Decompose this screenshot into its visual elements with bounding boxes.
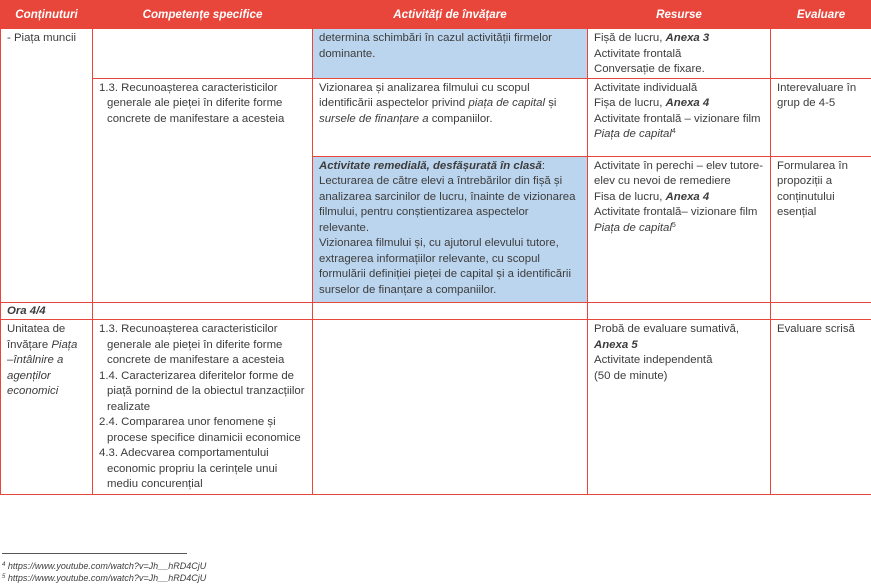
- competence-item: 1.4. Caracterizarea diferitelor forme de piață pornind de la obiectul tranzacțiilor realizate: [99, 369, 305, 413]
- resource-line: (50 de minute): [594, 369, 668, 382]
- content-cell: [1, 29, 93, 303]
- remedial-paragraph: Lecturarea de către elevi a întrebărilor din fișă și analizarea sarcinilor de lucru, înainte de vizionarea filmului, pentru conștientizarea aspectelor relevante.: [319, 175, 576, 234]
- table-row: [1, 29, 871, 79]
- footnote: [2, 560, 206, 572]
- resource-line: Activitate frontală– vizionare film Piața de capital$^5$: [594, 206, 758, 234]
- evaluation-text: Interevaluare în grup de 4-5: [777, 81, 857, 109]
- competence-text: 1.3. Recunoașterea caracteristicilor generale ale pieței în diferite forme concrete de manifestare a acesteia: [99, 81, 285, 125]
- table-row: [1, 302, 871, 320]
- table-header-row: [1, 1, 871, 29]
- resource-line: Conversație de fixare.: [594, 63, 705, 75]
- hour-cell: [1, 302, 93, 320]
- header-resurse: Resurse: [588, 1, 771, 29]
- footnote-link[interactable]: https://www.youtube.com/watch?v=Jh__hRD4CjU: [7, 573, 207, 583]
- remedial-title: Activitate remedială, desfășurată în clasă:: [319, 159, 546, 172]
- remedial-paragraph: Vizionarea filmului și, cu ajutorul elevului tutore, extragerea informațiilor relevante, cu scopul formulării definiției pieței de capital și a identificării surselor de finanțare a companiilor.: [319, 237, 571, 296]
- competence-cell: [93, 320, 313, 495]
- footnote-ref[interactable]: 4: [671, 128, 676, 135]
- resource-line: Activitate frontală: [594, 47, 682, 60]
- resource-line: Fișa de lucru, Anexa 4: [594, 97, 710, 109]
- footnote-link[interactable]: https://www.youtube.com/watch?v=Jh__hRD4CjU: [7, 561, 207, 571]
- empty-cell: [313, 302, 588, 320]
- competence-item: 4.3. Adecvarea comportamentului economic propriu la cerințele unui mediu concurențial: [99, 447, 278, 490]
- resources-cell: [588, 320, 771, 495]
- resource-line: Activitate independentă: [594, 354, 713, 366]
- activity-cell: [313, 320, 588, 495]
- resource-line: Activitate individuală: [594, 81, 698, 94]
- evaluation-cell: [771, 78, 871, 156]
- competence-item: 1.3. Recunoașterea caracteristicilor generale ale pieței în diferite forme concrete de manifestare a acesteia: [99, 323, 285, 366]
- header-continuturi: Conținuturi: [1, 1, 93, 29]
- annex-label: Anexa 3: [665, 32, 710, 44]
- resources-cell: [588, 78, 771, 156]
- header-competente: Competențe specifice: [93, 1, 313, 29]
- footnote-mark: 4: [2, 562, 6, 568]
- empty-cell: [588, 302, 771, 320]
- activity-cell: Vizionarea și analizarea filmului cu scopul identificării aspectelor privind piața de capital și sursele de finanțare a companiilor.: [313, 78, 588, 156]
- resources-cell: [588, 29, 771, 79]
- annex-label: Anexa 4: [665, 97, 710, 109]
- activity-text: determina schimbări în cazul activității firmelor dominante.: [319, 32, 552, 60]
- empty-cell: [93, 302, 313, 320]
- footnote: [2, 572, 206, 584]
- resources-cell: [588, 156, 771, 302]
- footnote-divider: [2, 553, 187, 554]
- evaluation-text: Formularea în propoziții a conținutului esențial: [777, 159, 848, 218]
- resource-line: Fisa de lucru, Anexa 4: [594, 190, 710, 203]
- competence-cell: [93, 78, 313, 302]
- header-evaluare: Evaluare: [771, 1, 871, 29]
- footnote-ref[interactable]: 5: [671, 221, 676, 229]
- evaluation-text: Evaluare scrisă: [777, 323, 855, 335]
- evaluation-cell: [771, 29, 871, 79]
- hour-label: Ora 4/4: [7, 304, 46, 317]
- activity-cell: [313, 29, 588, 79]
- activity-cell: [313, 156, 588, 302]
- resource-line: Probă de evaluare sumativă,: [594, 323, 739, 335]
- table-row: [1, 320, 871, 495]
- annex-label: Anexa 4: [665, 190, 710, 203]
- resource-line: Activitate în perechi – elev tutore-elev cu nevoi de remediere: [594, 159, 764, 187]
- header-activitati: Activități de învățare: [313, 1, 588, 29]
- annex-label: Anexa 5: [594, 338, 638, 351]
- evaluation-cell: [771, 156, 871, 302]
- table-row: [1, 78, 871, 156]
- footnote-mark: 5: [2, 574, 6, 580]
- resource-line: Activitate frontală – vizionare film Piața de capital$^4$: [594, 112, 761, 140]
- content-text: - Piața muncii: [7, 32, 77, 44]
- competence-cell: [93, 29, 313, 79]
- evaluation-cell: [771, 320, 871, 495]
- resource-line: Fișă de lucru, Anexa 3: [594, 32, 710, 44]
- content-cell: Unitatea de învățare Piața –întâlnire a agenților economici: [1, 320, 93, 495]
- competence-item: 2.4. Compararea unor fenomene și procese specifice dinamicii economice: [99, 416, 301, 444]
- empty-cell: [771, 302, 871, 320]
- footnotes: [2, 560, 206, 584]
